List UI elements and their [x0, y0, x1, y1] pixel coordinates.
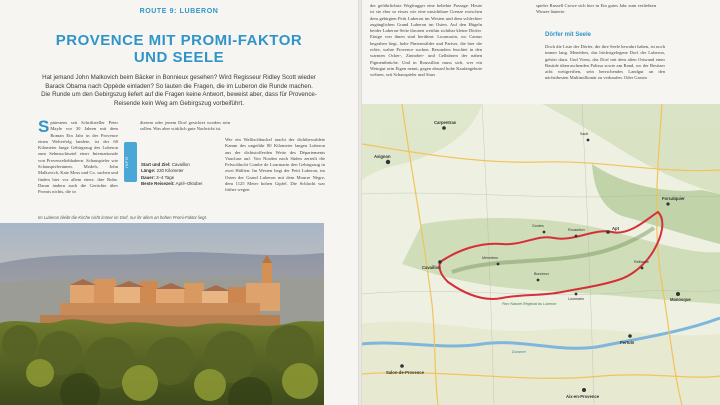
info-start-label: Start und Ziel: — [141, 162, 171, 167]
map-label-sault: Sault — [580, 132, 589, 136]
village-photo-illustration — [0, 223, 324, 405]
body-column-1-text: pätestens seit Schriftsteller Peter Mayle vor 30 Jahren mit dem Roman Ein Jahr in der Provence einen Welterfolg landete, ist der 60 Kilometer lange Gebirgszug des Luberon zum Sehnsuchtsziel einer Internationale von Provenceliebhabern. Schauspieler wie Schauspielerinnen, Models, John Malkovich, Kate Moss und Co. suchen und finden hier vor allem eines: ihre Ruhe. Daran ändern auch die Gerüchte über Promis nichts, die in — [38, 120, 118, 195]
right-column-1: der gefährlichste Wegfragger eine beliebte Passage. Heute ist sie eher so etwas wie eine unsichtbare Grenze zwischen dem gebirgten Petit Luberon im Westen und dem schlechter zugänglichen Grand Luberon im Osten. Auf den Hügeln beider Luberon-Seite thronen weithin sichtbar kleine Dörfer. Einige von ihnen sind berühmt: Lourmarin, wo Camus begraben liegt, hohe Pinienwälder und Pariser, die hier die echte, wahre Provence suchen. Besonders leuchtet in den warmen Ocker-, Zinnober- und Gelbtönen der nahen Pigmentbrüche. Und in Roussillon muss sich, wer ein Weingut sein Eigen nennt, gegen absurd hohe Kaufangebote wehren, seit Schauspieler und Stars — [370, 3, 482, 78]
title-line-2: UND SEELE — [133, 49, 225, 66]
map-label-lourmarin: Lourmarin — [568, 297, 585, 301]
info-box — [141, 162, 225, 188]
body-column-2: diesem oder jenem Dorf gesichtet worden sein sollen. Was aber wirklich gute Nachricht ist. — [140, 120, 230, 132]
drop-cap: S — [38, 120, 50, 136]
photo-caption: Im Luberon bleibt die Kirche nicht immer im Dorf, nur ihr allem an hohen Promi-Faktor liegt. — [38, 215, 207, 220]
left-page — [0, 0, 358, 405]
map-label-apt: Apt — [612, 226, 619, 231]
map-label-avignon: Avignon — [374, 154, 391, 159]
map-label-salon: Salon-de-Provence — [386, 370, 424, 375]
info-season-label: Beste Reisezeit: — [141, 181, 175, 187]
route-map — [362, 104, 720, 405]
right-column-2: spieler Russell Crowe sich hier in Ein gutes Jahr zum verliebten Winzer läuterte. — [536, 3, 656, 15]
body-column-1 — [38, 120, 118, 198]
map-label-pertuis: Pertuis — [620, 340, 635, 345]
map-label-roussillon: Roussillon — [568, 228, 585, 232]
body-column-3: Wie ein Walfischbuckel taucht der dichtbewaldete Kamm des ungefähr 80 Kilometer langen Luberon aus der dichtstofferden Weite des Départements Vaucluse auf. Von Norden nach Süden zerteilt die Felsschlucht Combe de Lourmarin den Gebirgszug in zwei Hälften: Im Westen liegt der Petit Luberon, im Osten der Grand Luberon mit dem Mourre Nègre, dem 1125 Meter hohen Gipfel. Die Schlacht war früher wegen — [225, 137, 325, 193]
map-label-menerbes: Ménerbes — [482, 256, 498, 260]
map-label-forcalquier: Forcalquier — [662, 196, 685, 201]
map-label-carpentras: Carpentras — [434, 120, 457, 125]
info-season-value: April–Oktober — [175, 181, 203, 187]
map-label-luberon-park: Parc Naturel Régional du Luberon — [502, 302, 557, 306]
title-line-1: PROVENCE MIT PROMI-FAKTOR — [55, 32, 303, 49]
info-badge: INFO — [124, 142, 137, 182]
info-start-value: Cavaillon — [171, 162, 190, 167]
right-column-3: Doch die Liste der Dörfer, die ihre Seele bewahrt haben, ist noch immer lang. Menérbes, das höchstgelegene Dorf der Luberon, gehört dazu. Und Viens, das Dorf mit dem alten Ortsrand einer Bastide überraschenden Palissa sowie am Rand, wo der Besitzer acht weitgreiften, sein herrschendes Landgut an den nächstbesten Multimillionär zu verkaufen. Oder Gassin — [545, 44, 665, 81]
info-length-label: Länge: — [141, 168, 156, 174]
map-label-gordes: Gordes — [532, 224, 544, 228]
page-title — [0, 32, 358, 66]
map-label-manosque: Manosque — [670, 297, 691, 302]
subheading: Dörfer mit Seele — [545, 32, 592, 38]
right-page — [362, 0, 720, 405]
lead-paragraph: Hat jemand John Malkovich beim Bäcker in Bonnieux gesehen? Wird Regisseur Ridley Scott wieder Barack Obama nach Oppède einladen? So lauten die Fragen, die im Luberon die Runde machen. Die Runde um den Gebirgszug liefert auf die Fragen keine Antwort, beweist aber, dass für Provence-Reisende kein Weg am Gebirgszug vorbeiführt. — [41, 74, 317, 107]
map-label-cavaillon: Cavaillon — [422, 265, 441, 270]
info-duration-label: Dauer: — [141, 174, 155, 180]
route-map-drawing — [362, 104, 720, 405]
village-photo — [0, 223, 324, 405]
info-season — [141, 181, 225, 187]
map-label-reillanne: Reillanne — [634, 260, 649, 264]
map-label-aix: Aix-en-Provence — [566, 394, 600, 399]
route-label: ROUTE 9: LUBERON — [139, 8, 219, 15]
map-label-bonnieux: Bonnieux — [534, 272, 549, 276]
info-length-value: 220 Kilometer — [156, 168, 184, 174]
map-label-durance: Durance — [512, 350, 526, 354]
info-duration-value: 3–4 Tage — [156, 174, 175, 180]
